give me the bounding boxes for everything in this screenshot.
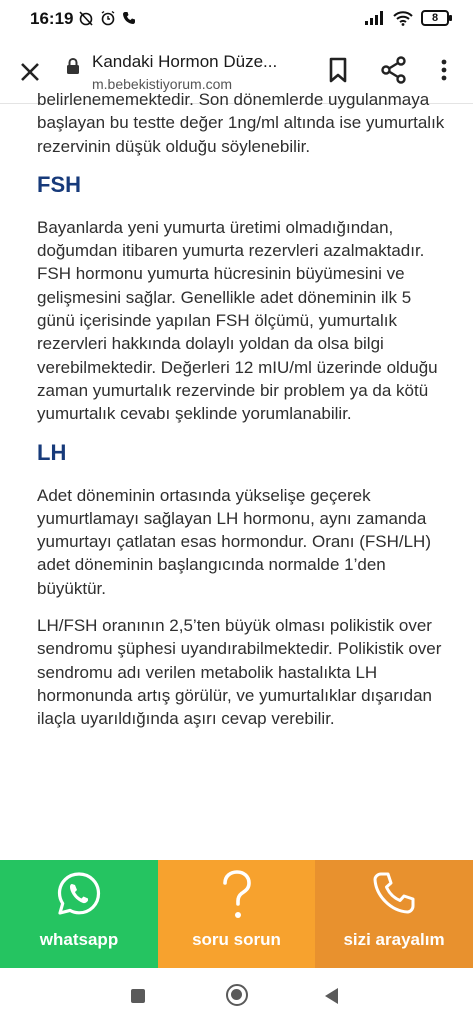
question-icon — [220, 870, 254, 922]
phone-icon — [122, 11, 136, 25]
status-bar — [0, 0, 473, 40]
article-body — [37, 88, 447, 745]
ask-question-label: soru sorun — [192, 930, 281, 949]
whatsapp-button[interactable] — [0, 860, 158, 968]
fsh-paragraph: Bayanlarda yeni yumurta üretimi olmadığından, doğumdan itibaren yumurta rezervleri azalmaktadır. FSH hormonu yumurta hücresinin büyümesini ve gelişmesini sağlar. Genellikle adet döneminin ilk 5 günü içerisinde yapılan FSH ölçümü, yumurtalık rezervleri hakkında dolaylı yoldan da olsa bilgi verebilmektedir. Değerleri 12 mIU/ml üzerinde olduğu zaman yumurtalık rezervinde bir problem ya da kötü yumurtalık cevabı şeklinde yorumlanabilir. — [37, 217, 438, 424]
bookmark-icon[interactable] — [322, 54, 354, 86]
status-time: 16:19 — [30, 9, 74, 28]
lh-paragraph-1: Adet döneminin ortasında yükselişe geçerek yumurtlamayı sağlayan LH hormonu, aynı zamanda yumurtayı çatlatan esas hormondur. Oranı (FSH/LH) adet döneminin başlangıcında normalde 1’den büyüktür. — [37, 485, 431, 598]
share-icon[interactable] — [378, 54, 410, 86]
navigation-bar — [0, 968, 473, 1024]
alarm-icon — [100, 10, 116, 26]
more-vert-icon[interactable] — [432, 54, 456, 86]
contact-action-bar — [0, 860, 473, 968]
ask-question-button[interactable] — [158, 860, 315, 968]
home-icon[interactable] — [226, 984, 248, 1006]
recent-apps-icon[interactable] — [131, 989, 145, 1003]
battery-level: 8 — [431, 12, 439, 24]
close-icon[interactable] — [14, 56, 46, 88]
phone-call-icon — [371, 870, 417, 916]
signal-icon — [365, 11, 385, 25]
lock-icon — [66, 58, 80, 74]
call-me-label: sizi arayalım — [343, 930, 445, 949]
battery-icon — [421, 10, 449, 26]
status-system-icons — [365, 10, 449, 26]
page-title[interactable]: Kandaki Hormon Düze... — [92, 52, 278, 71]
article-content[interactable] — [0, 90, 473, 860]
whatsapp-icon — [55, 870, 103, 918]
lh-heading: LH — [37, 439, 67, 465]
wifi-icon — [393, 11, 413, 26]
call-me-button[interactable] — [315, 860, 473, 968]
back-icon[interactable] — [325, 988, 338, 1004]
intro-paragraph: belirlenememektedir. Son dönemlerde uygulanmaya başlayan bu testte değer 1ng/ml altında ise yumurtalık rezervinin düşük olduğu söylenebilir. — [37, 90, 445, 156]
status-notification-icons — [78, 10, 136, 26]
whatsapp-label: whatsapp — [39, 930, 119, 949]
fsh-heading: FSH — [37, 171, 81, 197]
page-url[interactable]: m.bebekistiyorum.com — [92, 76, 233, 92]
no-alarm-icon — [78, 10, 94, 26]
lh-paragraph-2: LH/FSH oranının 2,5’ten büyük olması polikistik over sendromu şüphesi uyandırabilmektedir. Polikistik over sendromu adı verilen metabolik hastalıkta LH hormonunda artış görülür, ve yumurtalıklar dışarıdan ilaçla uyarıldığında aşırı cevap verebilir. — [37, 616, 442, 729]
